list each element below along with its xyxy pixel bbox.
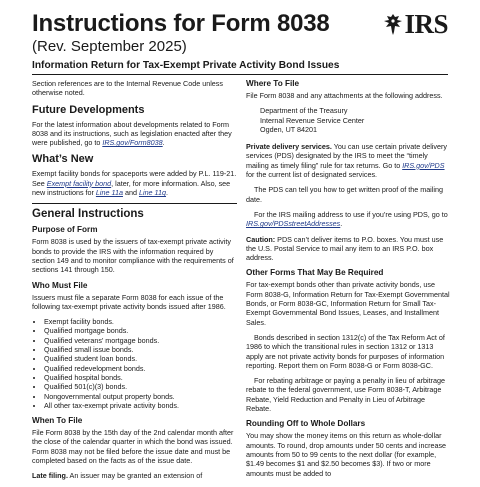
form-subtitle: Information Return for Tax-Exempt Private Activity Bond Issues — [32, 60, 340, 71]
line-11a-link[interactable]: Line 11a — [95, 188, 123, 198]
list-item: • Nongovernmental output property bonds. — [44, 392, 237, 401]
address-line: Department of the Treasury — [260, 106, 348, 116]
irs-logo-text: IRS — [404, 9, 448, 39]
line-11q-link[interactable]: Line 11q — [138, 188, 167, 198]
revision-date: (Rev. September 2025) — [32, 38, 187, 55]
rounding-text: You may show the money items on this return as whole-dollar amounts. To round, drop amounts under 50 cents and increase amounts from 50 to 99 cents to the next dollar (for example, $1.49 becomes $1 and $2.50 becomes $3). If two or more amounts must be added to — [246, 431, 447, 478]
form8038-link[interactable]: IRS.gov/Form8038 — [102, 138, 163, 148]
address-line: Internal Revenue Service Center — [260, 115, 365, 125]
where-to-file-text: File Form 8038 and any attachments at the following address. — [246, 91, 443, 100]
purpose-text: Form 8038 is used by the issuers of tax-exempt private activity bonds to provide the IRS with the information required by section 149 and to monitor compliance with the requirements of sections 141 through 150. — [32, 237, 234, 275]
whats-new-heading: What’s New — [32, 153, 94, 166]
intro-text: Section references are to the Internal Revenue Code unless otherwise noted. — [32, 79, 223, 98]
when-to-file-text: File Form 8038 by the 15th day of the 2nd calendar month after the close of the calendar quarter in which the bond was issued. Form 8038 may not be filed before the issue date and must be completed based on the facts as of the issue date. — [32, 428, 234, 466]
other-forms-text-3: For rebating arbitrage or paying a penalty in lieu of arbitrage rebate to the federal government, use Form 8038-T, Arbitrage Rebate, Yield Reduction and Penalty in Lieu of Arbitrage Rebate. — [246, 376, 445, 414]
address-line: Ogden, UT 84201 — [260, 124, 318, 134]
who-must-file-text: Issuers must file a separate Form 8038 for each issue of the following tax-exempt private activity bonds issued after 1986. — [32, 292, 226, 311]
other-forms-text-1: For tax-exempt bonds other than private activity bonds, use Form 8038-G, Information Return for Tax-Exempt Governmental Bonds, or Form 8038-GC, Information Return for Small Tax-Exempt Governmental Bond Issues, Leases, and Installment Sales. — [246, 280, 450, 327]
whats-new-text: Exempt facility bonds for spaceports were added by P.L. 119-21. See Exempt facility bond, later, for more information. Also, see new instructions for Line 11a and Line 11q. — [32, 169, 237, 198]
page-title: Instructions for Form 8038 — [32, 10, 330, 37]
bond-type-list — [32, 317, 237, 410]
mailing-address — [260, 106, 451, 134]
list-item: • Qualified hospital bonds. — [44, 373, 237, 382]
late-filing-text: Late filing. An issuer may be granted an extension of — [32, 471, 203, 481]
pds-street-addresses-link[interactable]: IRS.gov/PDSstreetAddresses — [246, 219, 341, 229]
header-rule — [32, 74, 448, 75]
list-item: • Exempt facility bonds. — [44, 317, 237, 326]
future-developments-heading: Future Developments — [32, 103, 145, 116]
eagle-icon — [382, 12, 404, 36]
list-item: • Qualified redevelopment bonds. — [44, 364, 237, 373]
who-must-file-heading: Who Must File — [32, 280, 88, 290]
irs-pds-link[interactable]: IRS.gov/PDS — [402, 160, 445, 170]
list-item: • Qualified small issue bonds. — [44, 345, 237, 354]
other-forms-text-2: Bonds described in section 1312(c) of the Tax Reform Act of 1986 to which the transitional rules in section 1312 or 1313 apply are not private activity bonds for purposes of information reporting. Report them on Form 8038-G or Form 8038-GC. — [246, 332, 445, 370]
list-item: • Qualified 501(c)(3) bonds. — [44, 382, 237, 391]
purpose-heading: Purpose of Form — [32, 225, 98, 235]
other-forms-heading: Other Forms That May Be Required — [246, 268, 384, 278]
page-header — [32, 10, 448, 74]
left-column — [32, 79, 237, 487]
list-item: • All other tax-exempt private activity bonds. — [44, 401, 237, 410]
rounding-heading: Rounding Off to Whole Dollars — [246, 419, 366, 429]
list-item: • Qualified student loan bonds. — [44, 354, 237, 363]
caution-text: Caution: PDS can’t deliver items to P.O. boxes. You must use the U.S. Postal Service to mail any item to an IRS P.O. box address. — [246, 234, 444, 263]
where-to-file-heading: Where To File — [246, 79, 300, 88]
list-item: • Qualified veterans’ mortgage bonds. — [44, 336, 237, 345]
private-delivery-text: Private delivery services. You can use certain private delivery services (PDS) designated by the IRS to meet the “timely mailing as timely filing” rule for tax returns. Go to IRS.gov/PDS for the current list of designated services. — [246, 142, 447, 180]
right-column — [246, 79, 451, 484]
exempt-facility-bond-link[interactable]: Exempt facility bond — [46, 178, 112, 188]
general-instructions-heading: General Instructions — [32, 203, 237, 221]
irs-logo — [382, 9, 448, 39]
pds-proof-text: The PDS can tell you how to get written proof of the mailing date. — [246, 185, 443, 204]
future-developments-text: For the latest information about developments related to Form 8038 and its instructions, such as legislation enacted after they were published, go to IRS.gov/Form8038. — [32, 119, 232, 148]
list-item: • Qualified mortgage bonds. — [44, 326, 237, 335]
pds-address-text: For the IRS mailing address to use if you’re using PDS, go to IRS.gov/PDSstreetAddresses. — [246, 209, 448, 229]
when-to-file-heading: When To File — [32, 416, 83, 426]
